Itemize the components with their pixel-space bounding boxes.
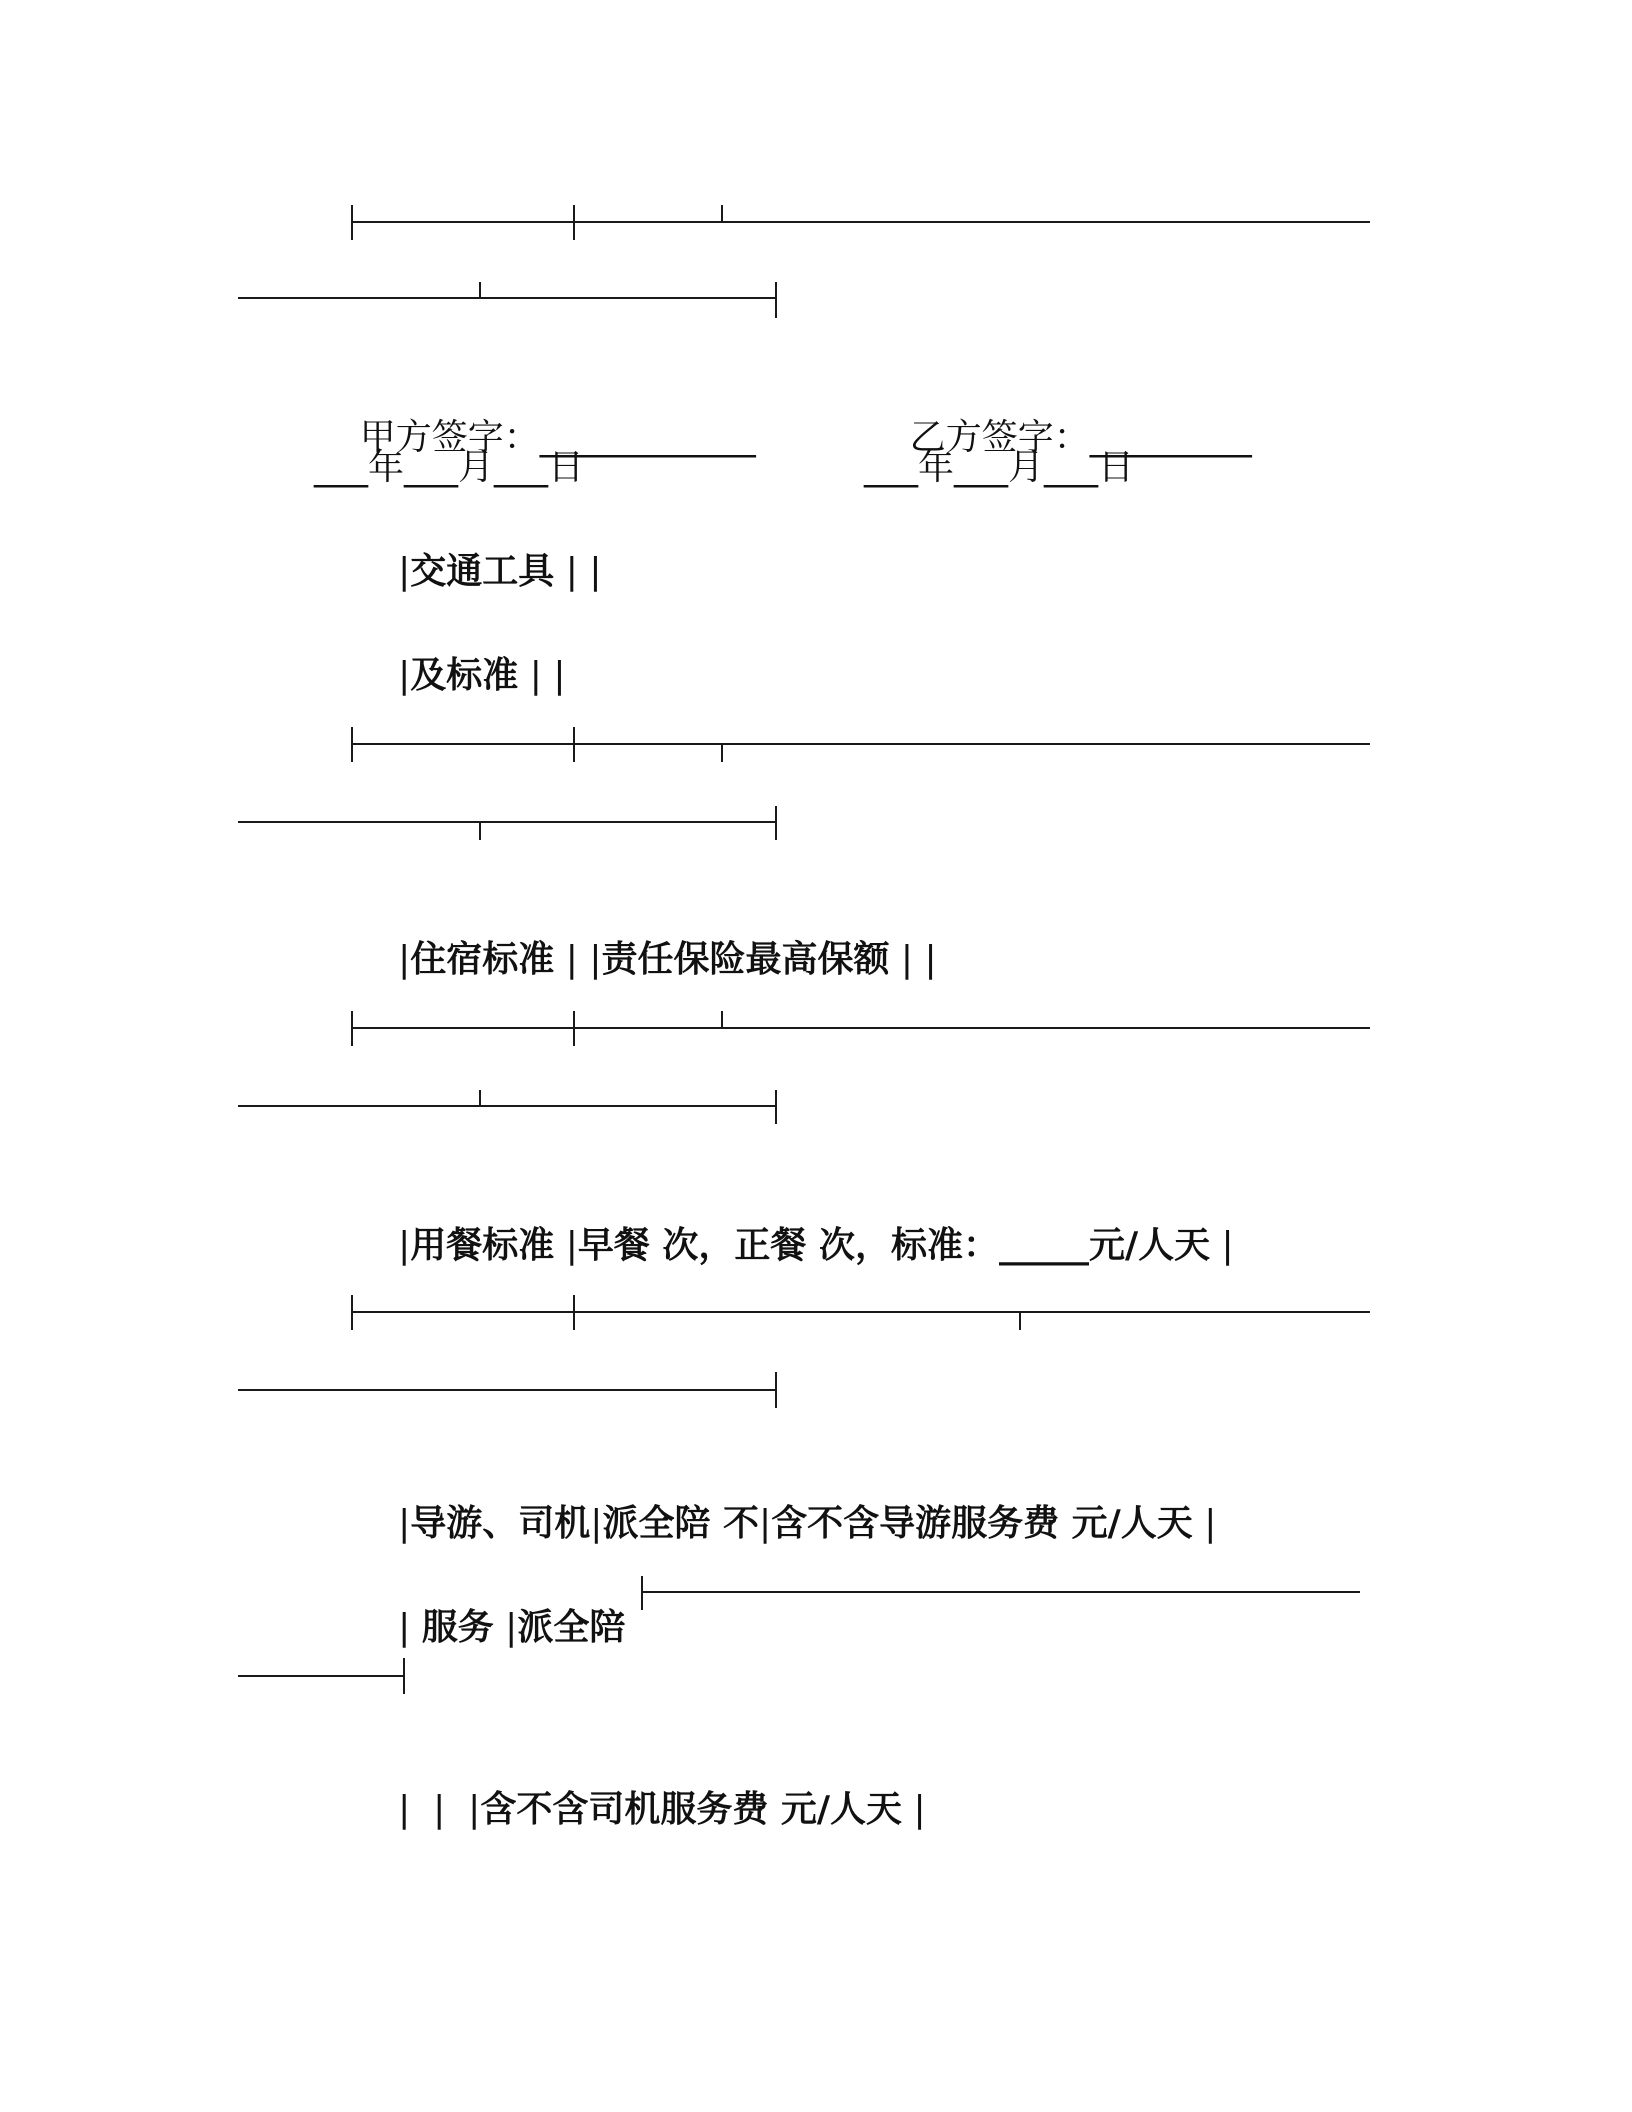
meal-detail: 早餐 次，正餐 次，标准：_____元/人天 [577,1225,1211,1266]
cell-divider: | | [554,551,602,592]
party-b-blank[interactable]: _________ [1089,417,1252,458]
driver-fee: 含不含司机服务费 元/人天 [480,1789,902,1830]
driver-row [348,1756,926,1864]
lodging-row [348,906,937,1014]
cell-divider: | [902,1789,926,1830]
lodging-label: 住宿标准 [410,939,555,980]
guide-label-1: 导游、司机 [410,1503,591,1544]
meal-row [348,1192,1234,1300]
cell-divider: | [493,1607,518,1648]
escort-option-2: 派全陪 [517,1607,626,1648]
cell-divider: | [398,939,411,980]
party-a-date[interactable]: ___年___月___日 [314,447,585,488]
transport-label-1: 交通工具 [410,551,555,592]
cell-divider: | | | [398,1789,481,1830]
cell-divider: | [398,1225,411,1266]
cell-divider: | | [889,939,937,980]
cell-divider: | [398,1607,422,1648]
cell-divider: | [1192,1503,1217,1544]
cell-divider: | [398,655,411,696]
cell-divider: | [398,1503,411,1544]
guide-fee: 含不含导游服务费 元/人天 [771,1503,1193,1544]
party-a-label: 甲方签字： [359,417,540,458]
meal-label: 用餐标准 [410,1225,555,1266]
party-a-blank[interactable]: ____________ [539,417,756,458]
cell-divider: | [590,1503,603,1544]
cell-divider: | [758,1503,772,1544]
transport-row-line2 [348,622,565,730]
guide-label-2: 服务 [421,1607,494,1648]
escort-option-1: 派全陪 不 [602,1503,759,1544]
party-b-date[interactable]: ___年___月___日 [864,447,1135,488]
transport-row-line1 [348,518,601,626]
cell-divider: | [398,551,411,592]
cell-divider: | | [518,655,566,696]
cell-divider: | [1210,1225,1234,1266]
cell-divider: | [554,1225,578,1266]
party-b-label: 乙方签字： [909,417,1090,458]
insurance-label: 责任保险最高保额 [601,939,890,980]
guide-row-line2 [348,1574,625,1682]
cell-divider: | | [554,939,602,980]
guide-row-line1 [348,1470,1216,1578]
transport-label-2: 及标准 [410,655,519,696]
